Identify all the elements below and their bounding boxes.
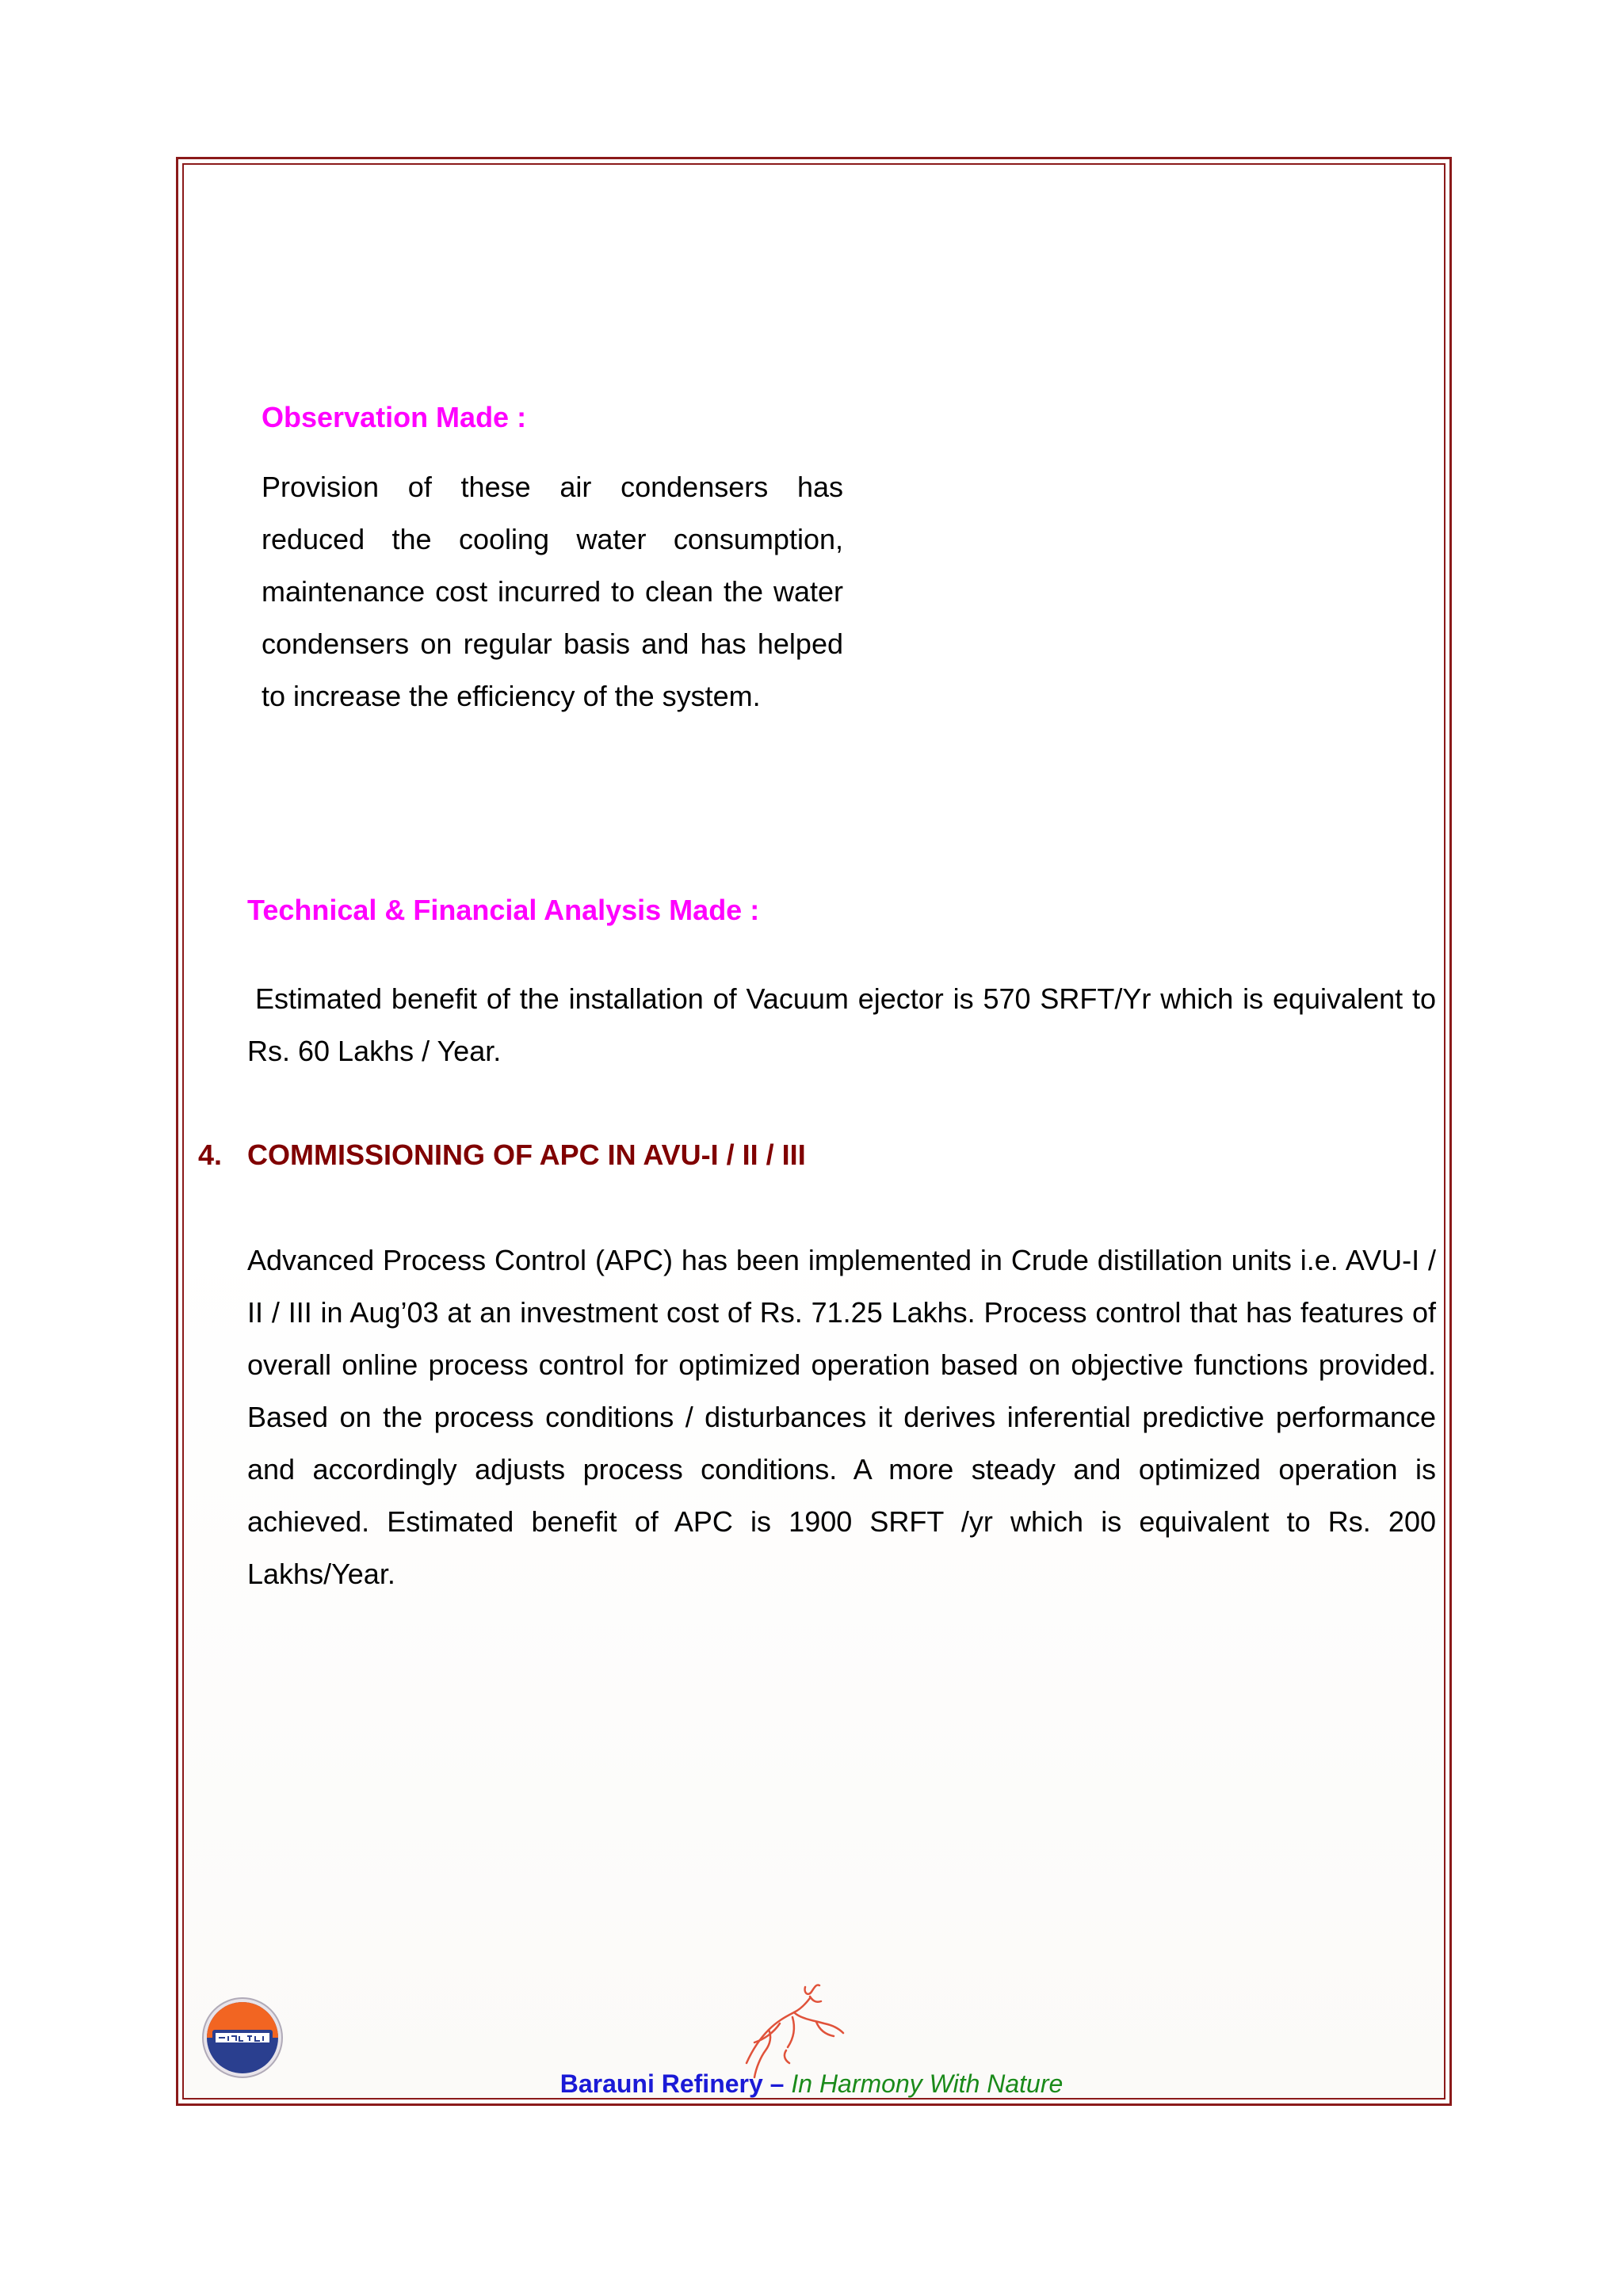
footer-motto: In Harmony With Nature <box>791 2069 1064 2098</box>
analysis-heading: Technical & Financial Analysis Made : <box>247 894 760 926</box>
footer <box>0 2069 1623 2099</box>
page-border-inner <box>182 163 1445 2100</box>
observation-heading: Observation Made : <box>262 401 527 433</box>
section-title: COMMISSIONING OF APC IN AVU-I / II / III <box>247 1138 806 1171</box>
section-paragraph: Advanced Process Control (APC) has been implemented in Crude distillation units i.e. AVU-I / II / III in Aug’03 at an investment cost of Rs. 71.25 Lakhs. Process control that has features of overall online process control for optimized operation based on objective functions provided. Based on the process conditions / disturbances it derives inferential predictive performance and accordingly adjusts process conditions. A more steady and optimized operation is achieved. Estimated benefit of APC is 1900 SRFT /yr which is equivalent to Rs. 200 Lakhs/Year. <box>247 1244 1436 1590</box>
footer-organization: Barauni Refinery <box>559 2069 763 2098</box>
leaping-deer-icon <box>737 1981 848 2084</box>
indianoil-logo-icon <box>201 1997 284 2079</box>
observation-paragraph: Provision of these air condensers has reduced the cooling water consumption, maintenance cost incurred to clean the water condensers on regular basis and has helped to increase the efficiency of the system. <box>262 471 843 712</box>
footer-separator: – <box>762 2069 792 2098</box>
section-number: 4. <box>198 1138 223 1171</box>
analysis-paragraph: Estimated benefit of the installation of Vacuum ejector is 570 SRFT/Yr which is equivalent to Rs. 60 Lakhs / Year. <box>247 982 1436 1067</box>
